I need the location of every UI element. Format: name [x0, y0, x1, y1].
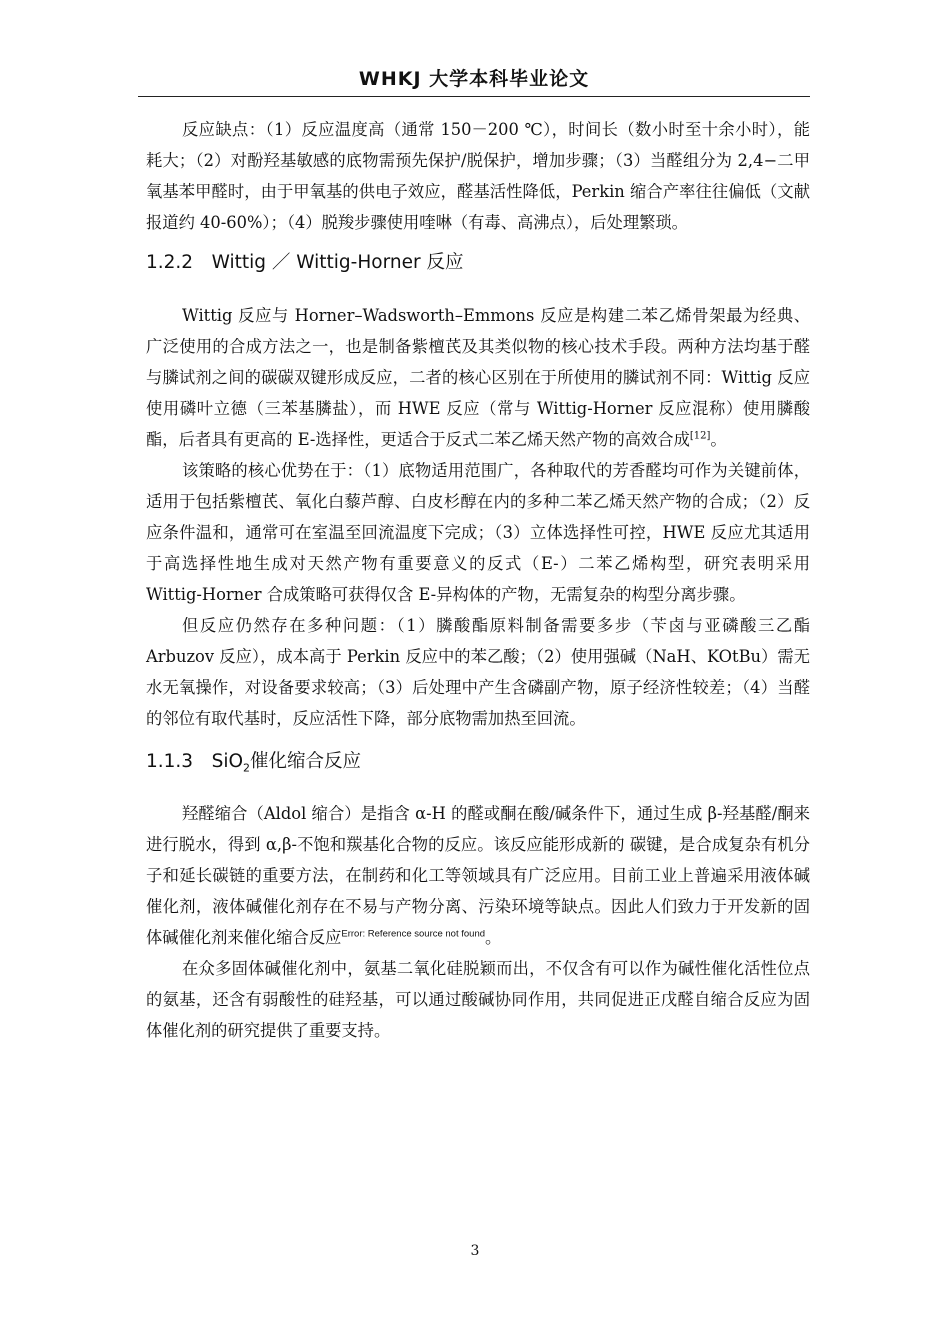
- page-number: 3: [470, 1243, 480, 1259]
- citation-ref: [12]: [689, 430, 711, 442]
- header-title: WHKJ 大学本科毕业论文: [358, 68, 590, 90]
- paragraph-advantages: 该策略的核心优势在于：（1）底物适用范围广，各种取代的芳香醛均可作为关键前体，适用于包括紫檀芪、氧化白藜芦醇、白皮杉醇在内的多种二苯乙烯天然产物的合成；（2）反应条件温和，通常可在室温至回流温度下完成；（3）立体选择性可控，HWE 反应尤其适用于高选择性地生成对天然产物有重要意义的反式（E-）二苯乙烯构型，研究表明采用 Wittig-Horner 合成策略可获得仅含 E-异构体的产物，无需复杂的构型分离步骤。: [146, 461, 810, 604]
- paragraph-end-mark: 。: [485, 928, 502, 947]
- heading-subscript: 2: [243, 761, 251, 775]
- paragraph-amino-silica: 在众多固体碱催化剂中，氨基二氧化硅脱颖而出，不仅含有可以作为碱性催化活性位点的氨基，还含有弱酸性的硅羟基，可以通过酸碱协同作用，共同促进正戊醛自缩合反应为固体催化剂的研究提供了重要支持。: [146, 959, 810, 1040]
- section-heading-1-1-3: [146, 748, 810, 776]
- page-header: [138, 66, 810, 97]
- paragraph-aldol-text: 羟醛缩合（Aldol 缩合）是指含 α-H 的醛或酮在酸/碱条件下，通过生成 β-羟基醛/酮来进行脱水，得到 α,β-不饱和羰基化合物的反应。该反应能形成新的 碳键，是合成复杂有机分子和延长碳链的重要方法，在制药和化工等领域具有广泛应用。目前工业上普遍采用液体碱催化剂，液体碱催化剂存在不易与产物分离、污染环境等缺点。因此人们致力于开发新的固体碱催化剂来催化缩合反应: [146, 804, 810, 947]
- paragraph-aldol: [146, 798, 810, 953]
- paragraph-drawbacks: 反应缺点：（1）反应温度高（通常 150－200 ℃），时间长（数小时至十余小时），能耗大；（2）对酚羟基敏感的底物需预先保护/脱保护，增加步骤；（3）当醛组分为 2,4−二甲氧基苯甲醛时，由于甲氧基的供电子效应，醛基活性降低，Perkin 缩合产率往往偏低（文献报道约 40-60%）；（4）脱羧步骤使用喹啉（有毒、高沸点），后处理繁琐。: [146, 120, 810, 232]
- section-heading-1-2-2: 1.2.2 Wittig ／ Wittig-Horner 反应: [146, 252, 464, 273]
- reference-error: Error: Reference source not found: [341, 928, 486, 940]
- heading-text-a: 1.1.3 SiO: [146, 751, 244, 772]
- paragraph-wittig-intro: [146, 300, 810, 455]
- paragraph-end-mark: 。: [710, 430, 727, 449]
- paragraph-wittig-intro-text: Wittig 反应与 Horner–Wadsworth–Emmons 反应是构建二苯乙烯骨架最为经典、广泛使用的合成方法之一，也是制备紫檀芪及其类似物的核心技术手段。两种方法均基于醛与膦试剂之间的碳碳双键形成反应，二者的核心区别在于所使用的膦试剂不同：Wittig 反应使用磷叶立德（三苯基膦盐），而 HWE 反应（常与 Wittig-Horner 反应混称）使用膦酸酯，后者具有更高的 E-选择性，更适合于反式二苯乙烯天然产物的高效合成: [146, 306, 810, 449]
- document-body: [146, 114, 810, 1046]
- heading-text-b: 催化缩合反应: [250, 751, 362, 772]
- paragraph-problems: 但反应仍然存在多种问题：（1）膦酸酯原料制备需要多步（苄卤与亚磷酸三乙酯 Arbuzov 反应），成本高于 Perkin 反应中的苯乙酸；（2）使用强碱（NaH、KOtBu）需无水无氧操作，对设备要求较高；（3）后处理中产生含磷副产物，原子经济性较差；（4）当醛的邻位有取代基时，反应活性下降，部分底物需加热至回流。: [146, 616, 810, 728]
